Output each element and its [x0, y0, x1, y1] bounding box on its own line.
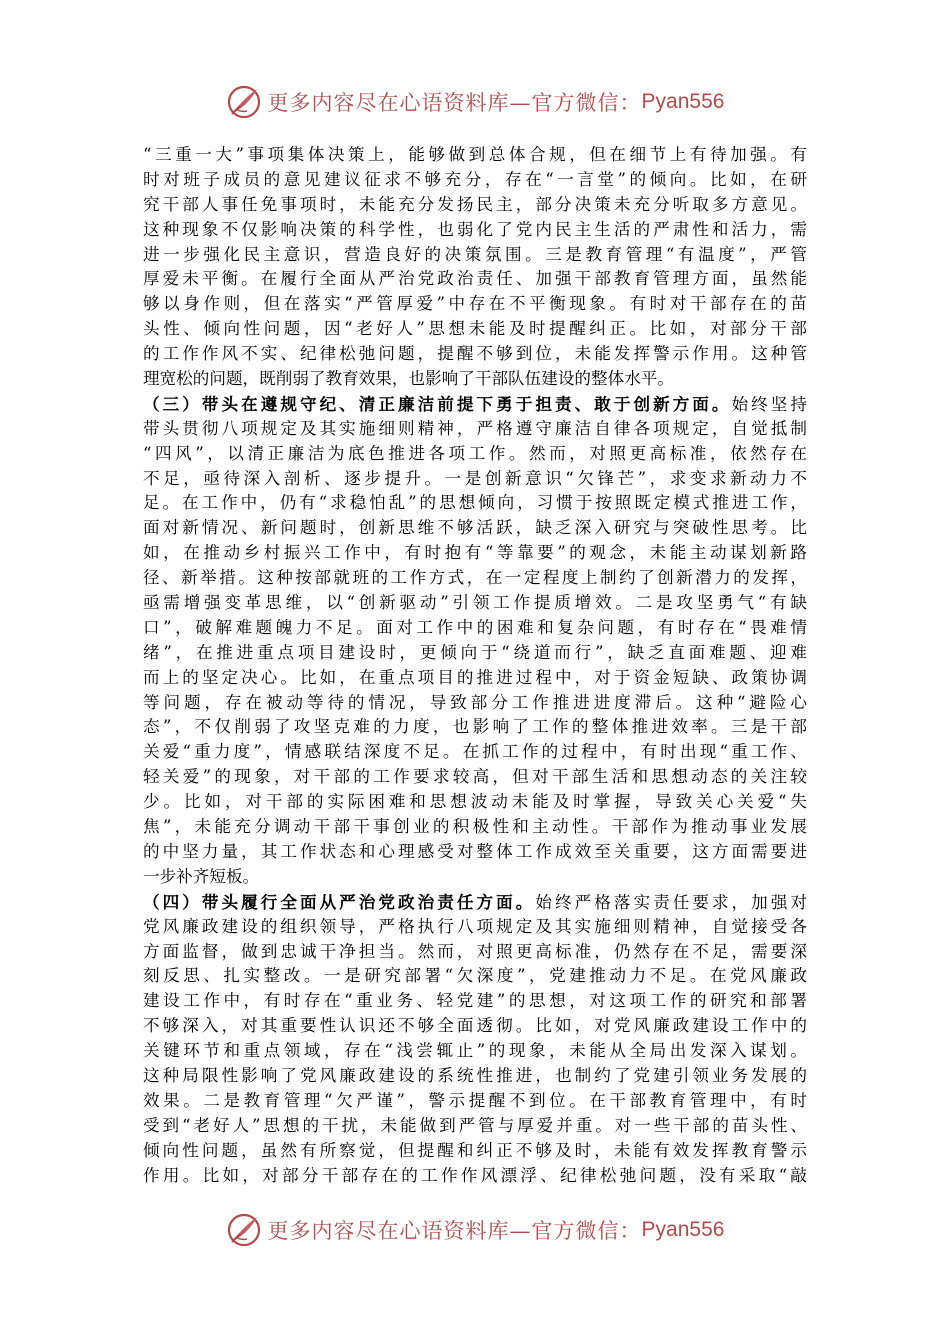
section-3-heading: （三）带头在遵规守纪、清正廉洁前提下勇于担责、敢于创新方面。: [143, 393, 732, 414]
text-line: 面对新情况、新问题时，创新思维不够活跃，缺乏深入研究与突破性思考。比: [143, 518, 807, 538]
section-4-first-tail: 始终严格落实责任要求，加强对: [535, 892, 808, 912]
wechat-id: Pyan556: [641, 90, 725, 113]
text-line: 关键环节和重点领域，存在“浅尝辄止”的现象，未能从全局出发深入谋划。: [143, 1041, 807, 1061]
text-line: 一步补齐短板。: [143, 866, 260, 886]
section-3-first-tail: 始终坚持: [731, 394, 808, 414]
text-line: 而上的坚定决心。比如，在重点项目的推进过程中，对于资金短缺、政策协调: [143, 667, 807, 687]
text-line: “四风”，以清正廉洁为底色推进各项工作。然而，对照更高标准，依然存在: [143, 443, 807, 463]
text-line: 厚爱未平衡。在履行全面从严治党政治责任、加强干部教育管理方面，虽然能: [143, 269, 807, 289]
text-line: 这种现象不仅影响决策的科学性，也弱化了党内民主生活的严肃性和活力，需: [143, 219, 807, 239]
quill-logo-icon: [226, 84, 262, 120]
quill-logo-icon: [226, 1212, 262, 1248]
brand-name: 更多内容尽在心语资料库: [267, 91, 510, 115]
brand-name: 更多内容尽在心语资料库: [267, 1219, 510, 1243]
text-line: 少。比如，对干部的实际困难和思想波动未能及时掌握，导致关心关爱“失: [143, 792, 807, 812]
text-line: 究干部人事任免事项时，未能充分发扬民主，部分决策未充分听取多方意见。: [143, 194, 807, 214]
text-line: 带头贯彻八项规定及其实施细则精神，严格遵守廉洁自律各项规定，自觉抵制: [143, 418, 807, 438]
document-body: [143, 143, 807, 1188]
wechat-id: Pyan556: [641, 1218, 725, 1241]
text-line: 态”，不仅削弱了攻坚克难的力度，也影响了工作的整体推进效率。三是干部: [143, 717, 807, 737]
text-line: 时对班子成员的意见建议征求不够充分，存在“一言堂”的倾向。比如，在研: [143, 169, 807, 189]
text-line: 的工作作风不实、纪律松弛问题，提醒不够到位，未能发挥警示作用。这种管: [143, 344, 807, 364]
text-line: 建设工作中，有时存在“重业务、轻党建”的思想，对这项工作的研究和部署: [143, 991, 807, 1011]
text-line: 亟需增强变革思维，以“创新驱动”引领工作提质增效。二是攻坚勇气“有缺: [143, 593, 807, 613]
text-line: 党风廉政建设的组织领导，严格执行八项规定及其实施细则精神，自觉接受各: [143, 916, 807, 936]
text-line: 头性、倾向性问题，因“老好人”思想未能及时提醒纠正。比如，对部分干部: [143, 319, 807, 339]
text-line: 焦”，未能充分调动干部干事创业的积极性和主动性。干部作为推动事业发展: [143, 817, 807, 837]
header-banner: [0, 82, 950, 122]
text-line: 方面监督，做到忠诚干净担当。然而，对照更高标准，仍然存在不足，需要深: [143, 941, 807, 961]
text-line: “三重一大”事项集体决策上，能够做到总体合规，但在细节上有待加强。有: [143, 145, 807, 164]
section-4-heading: （四）带头履行全面从严治党政治责任方面。: [143, 891, 536, 912]
text-line: 进一步强化民主意识，营造良好的决策氛围。三是教育管理“有温度”，严管: [143, 244, 807, 264]
text-line: 的中坚力量，其工作状态和心理感受对整体工作成效至关重要，这方面需要进: [143, 841, 807, 861]
section-3-first-line: [143, 392, 807, 417]
text-line: 口”，破解难题魄力不足。面对工作中的困难和复杂问题，有时存在“畏难情: [143, 617, 807, 637]
text-line: 作用。比如，对部分干部存在的工作作风漂浮、纪律松弛问题，没有采取“敲: [143, 1165, 807, 1185]
text-line: 不够深入，对其重要性认识还不够全面透彻。比如，对党风廉政建设工作中的: [143, 1016, 807, 1036]
text-line: 关爱“重力度”，情感联结深度不足。在抓工作的过程中，有时出现“重工作、: [143, 742, 807, 762]
text-line: 理宽松的问题，既削弱了教育效果，也影响了干部队伍建设的整体水平。: [143, 369, 674, 389]
text-line: 径、新举措。这种按部就班的工作方式，在一定程度上制约了创新潜力的发挥，: [143, 568, 807, 588]
text-line: 刻反思、扎实整改。一是研究部署“欠深度”，党建推动力不足。在党风廉政: [143, 966, 807, 986]
text-line: 效果。二是教育管理“欠严谨”，警示提醒不到位。在干部教育管理中，有时: [143, 1090, 807, 1110]
text-line: 受到“老好人”思想的干扰，未能做到严管与厚爱并重。对一些干部的苗头性、: [143, 1115, 807, 1135]
text-line: 不足，亟待深入剖析、逐步提升。一是创新意识“欠锋芒”，求变求新动力不: [143, 468, 807, 488]
text-line: 绪”，在推进重点项目建设时，更倾向于“绕道而行”，缺乏直面难题、迎难: [143, 642, 807, 662]
text-line: 这种局限性影响了党风廉政建设的系统性推进，也制约了党建引领业务发展的: [143, 1065, 807, 1085]
text-line: 轻关爱”的现象，对干部的工作要求较高，但对干部生活和思想动态的关注较: [143, 767, 807, 787]
text-line: 如，在推动乡村振兴工作中，有时抱有“等靠要”的观念，未能主动谋划新路: [143, 543, 807, 563]
section-4-first-line: [143, 890, 807, 915]
footer-banner: [0, 1210, 950, 1250]
text-line: 够以身作则，但在落实“严管厚爱”中存在不平衡现象。有时对干部存在的苗: [143, 294, 807, 314]
official-label: —官方微信：: [509, 1219, 642, 1243]
official-label: —官方微信：: [509, 91, 642, 115]
text-line: 足。在工作中，仍有“求稳怕乱”的思想倾向，习惯于按照既定模式推进工作，: [143, 493, 807, 513]
text-line: 等问题，存在被动等待的情况，导致部分工作推进进度滞后。这种“避险心: [143, 692, 807, 712]
text-line: 倾向性问题，虽然有所察觉，但提醒和纠正不够及时，未能有效发挥教育警示: [143, 1140, 807, 1160]
